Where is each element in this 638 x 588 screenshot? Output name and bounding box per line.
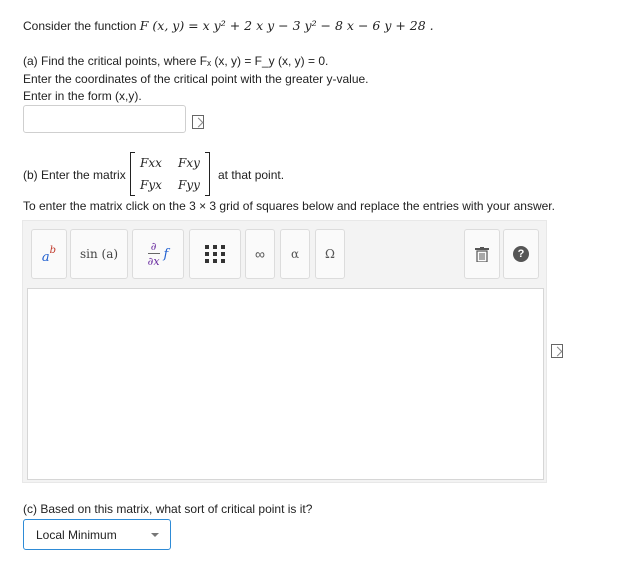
derivative-top: ∂	[150, 240, 157, 253]
math-input-area[interactable]	[27, 288, 544, 480]
part-b-instruction: To enter the matrix click on the 3 × 3 grid of squares below and replace the entries with your answer.	[23, 199, 555, 213]
part-a-line1: (a) Find the critical points, where Fₓ (x, y) = F_y (x, y) = 0.	[23, 54, 329, 68]
part-b-prefix: (b) Enter the matrix	[23, 168, 126, 182]
intro-text: Consider the function	[23, 19, 137, 33]
derivative-bottom: ∂x	[147, 255, 160, 268]
alpha-button[interactable]	[280, 229, 310, 279]
help-icon	[513, 246, 529, 262]
part-a-line2: Enter the coordinates of the critical point with the greater y-value.	[23, 72, 369, 86]
infinity-button[interactable]	[245, 229, 275, 279]
omega-symbol: Ω	[325, 247, 335, 261]
sin-label: sin (a)	[79, 247, 119, 261]
sin-button[interactable]	[70, 229, 128, 279]
part-a-line3: Enter in the form (x,y).	[23, 89, 142, 103]
matrix-left-bracket	[130, 152, 135, 196]
part-c-text: (c) Based on this matrix, what sort of critical point is it?	[23, 502, 313, 516]
matrix-grid-icon	[204, 244, 226, 264]
matrix-cell-fyy: Fyy	[178, 178, 200, 192]
critical-point-type-select[interactable]	[23, 519, 171, 550]
function-expression: F (x, y) = x y² + 2 x y − 3 y² − 8 x − 6 y + 28 .	[139, 18, 434, 33]
omega-button[interactable]	[315, 229, 345, 279]
derivative-button[interactable]	[132, 229, 184, 279]
superscript-button[interactable]	[31, 229, 67, 279]
math-editor	[22, 220, 547, 483]
part-b-suffix: at that point.	[218, 168, 285, 182]
hessian-matrix	[130, 152, 210, 196]
trash-button[interactable]	[464, 229, 500, 279]
chevron-down-icon	[151, 533, 159, 537]
trash-icon	[475, 247, 489, 262]
matrix-cell-fxy: Fxy	[178, 156, 200, 170]
help-glyph: ?	[517, 248, 525, 260]
matrix-button[interactable]	[189, 229, 241, 279]
superscript-exp: b	[49, 244, 57, 256]
alpha-symbol: α	[290, 247, 300, 261]
problem-intro	[23, 18, 434, 33]
infinity-symbol: ∞	[255, 246, 265, 262]
derivative-symbol	[148, 240, 169, 268]
matrix-right-bracket	[205, 152, 210, 196]
answer-a-input[interactable]	[23, 105, 186, 133]
help-button[interactable]	[503, 229, 539, 279]
matrix-cell-fyx: Fyx	[140, 178, 162, 192]
derivative-f: f	[163, 246, 169, 262]
select-value: Local Minimum	[36, 528, 117, 542]
preview-icon[interactable]	[192, 115, 204, 129]
superscript-base: a	[41, 249, 50, 265]
matrix-cell-fxx: Fxx	[140, 156, 162, 170]
matrix-preview-icon[interactable]	[551, 344, 563, 358]
